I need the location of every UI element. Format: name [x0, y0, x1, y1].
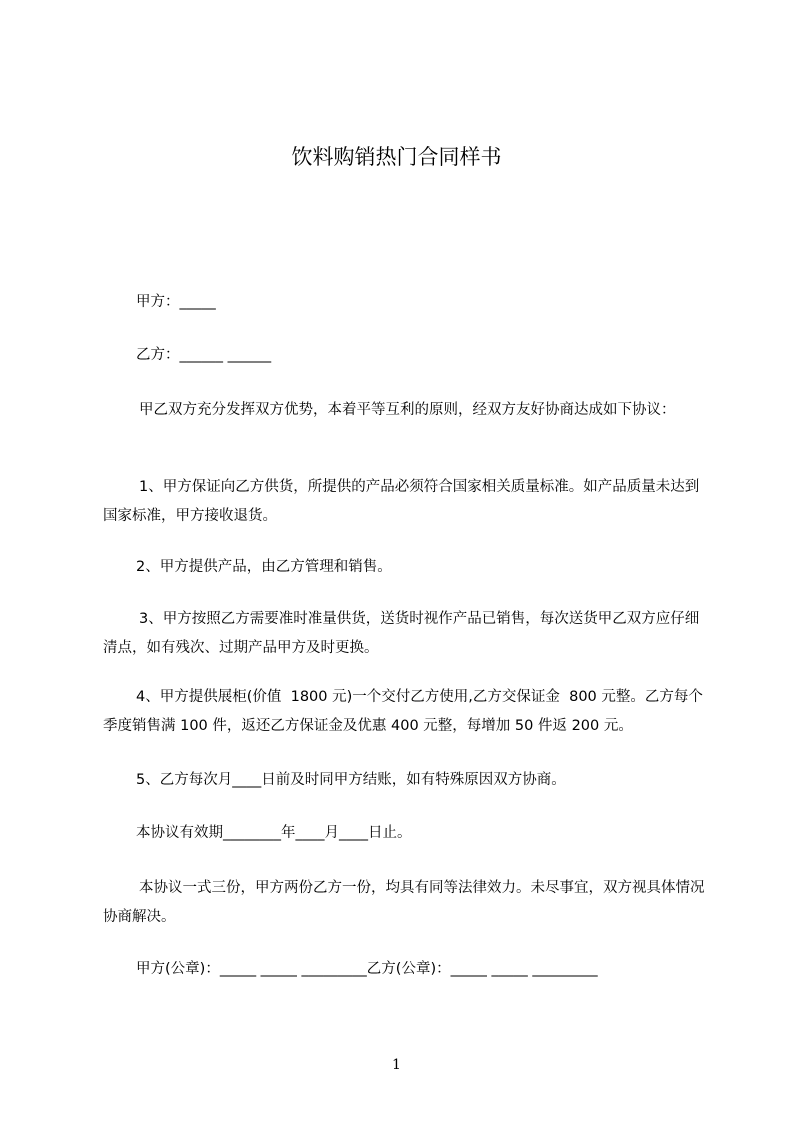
copies-paragraph: 本协议一式三份，甲方两份乙方一份，均具有同等法律效力。未尽事宜，双方视具体情况协商解决。 [103, 880, 705, 925]
party-a-line: 甲方：_____ [136, 294, 216, 310]
clause-4-paragraph: 4、甲方提供展柜(价值 1800 元)一个交付乙方使用,乙方交保证金 800 元整。乙方每个季度销售满 100 件，返还乙方保证金及优惠 400 元整，每增加 50 件返 200 元。 [103, 689, 703, 734]
clause-5-paragraph: 5、乙方每次月____日前及时同甲方结账，如有特殊原因双方协商。 [136, 772, 566, 788]
party-b-line: 乙方：______ ______ [136, 347, 272, 363]
page-number: 1 [392, 1057, 401, 1073]
clause-1-paragraph: 1、甲方保证向乙方供货，所提供的产品必须符合国家相关质量标准。如产品质量未达到国家标准，甲方接收退货。 [103, 479, 700, 524]
clause-2-paragraph: 2、甲方提供产品，由乙方管理和销售。 [136, 559, 392, 575]
clause-3-paragraph: 3、甲方按照乙方需要准时准量供货，送货时视作产品已销售，每次送货甲乙双方应仔细清点，如有残次、过期产品甲方及时更换。 [103, 611, 700, 656]
document-title: 饮料购销热门合同样书 [291, 145, 502, 169]
validity-paragraph: 本协议有效期________年____月____日止。 [136, 825, 412, 841]
signature-line: 甲方(公章)：_____ _____ _________乙方(公章)：_____ _____ _________ [136, 961, 598, 977]
preamble-paragraph: 甲乙双方充分发挥双方优势，本着平等互利的原则，经双方友好协商达成如下协议： [139, 402, 676, 418]
